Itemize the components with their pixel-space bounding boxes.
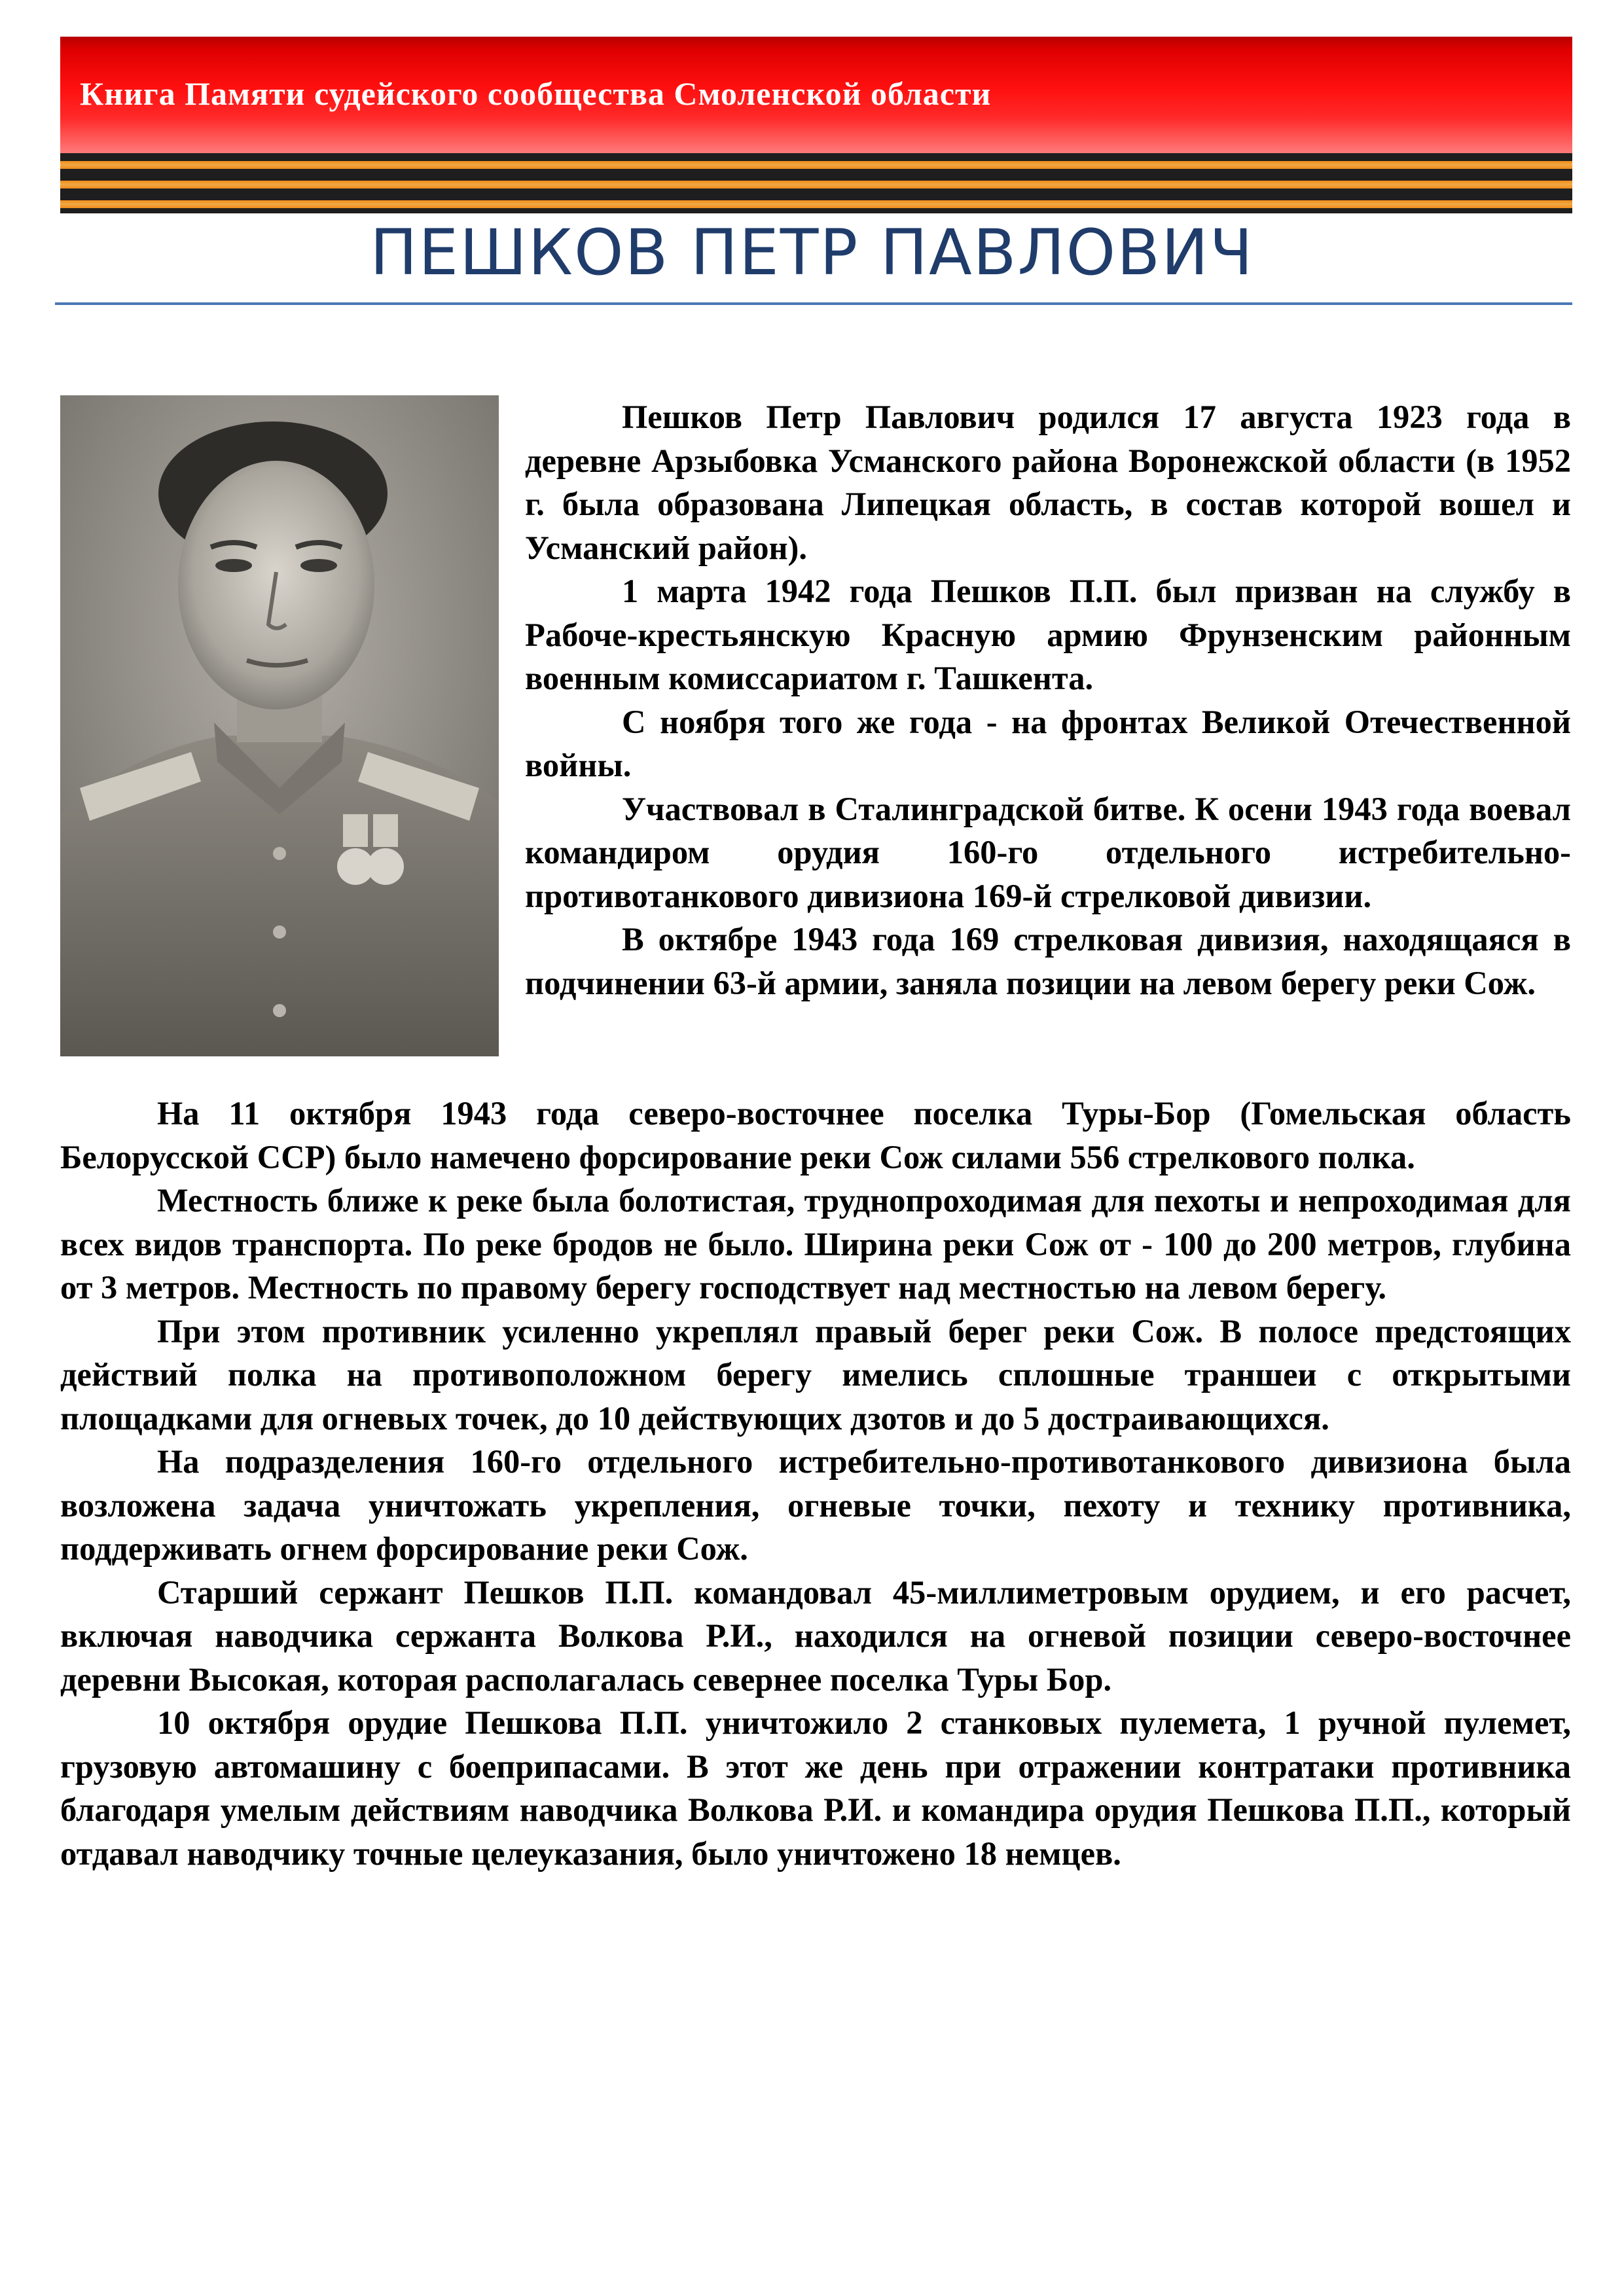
page-title: ПЕШКОВ ПЕТР ПАВЛОВИЧ (370, 216, 1254, 289)
paragraph: На 11 октября 1943 года северо-восточнее поселка Туры-Бор (Гомельская область Белорусской ССР) было намечено форсирование реки Сож силами 556 стрелкового полка. (60, 1095, 1571, 1175)
paragraph: 1 марта 1942 года Пешков П.П. был призван на службу в Рабоче-крестьянскую Красную армию Фрунзенским районным военным комиссариатом г. Ташкента. (525, 573, 1571, 696)
paragraph: Участвовал в Сталинградской битве. К осени 1943 года воевал командиром орудия 160-го отдельного истребительно-противотанкового дивизиона 169-й стрелковой дивизии. (525, 790, 1571, 914)
paragraph: Местность ближе к реке была болотистая, труднопроходимая для пехоты и непроходимая для всех видов транспорта. По реке бродов не было. Ширина реки Сож от - 100 до 200 метров, глубина от 3 метров. Местность по правому берегу господствует над местностью на левом берегу. (60, 1182, 1571, 1306)
title-divider (55, 302, 1572, 305)
book-title: Книга Памяти судейского сообщества Смоленской области (80, 75, 992, 112)
header-banner (60, 37, 1572, 213)
paragraph: Пешков Петр Павлович родился 17 августа 1923 года в деревне Арзыбовка Усманского района Воронежской области (в 1952 г. была образована Липецкая область, в состав которой вошел и Усманский район). (525, 399, 1571, 566)
portrait-photo (60, 395, 499, 1056)
paragraph: Старший сержант Пешков П.П. командовал 45-миллиметровым орудием, и его расчет, включая наводчика сержанта Волкова Р.И., находился на огневой позиции северо-восточнее деревни Высокая, которая располагалась севернее поселка Туры Бор. (60, 1573, 1571, 1698)
paragraph: С ноября того же года - на фронтах Великой Отечественной войны. (525, 703, 1571, 783)
paragraph: 10 октября орудие Пешкова П.П. уничтожило 2 станковых пулемета, 1 ручной пулемет, грузовую автомашину с боеприпасами. В этот же день при отражении контратаки противника благодаря умелым действиям наводчика Волкова Р.И. и командира орудия Пешкова П.П., который отдавал наводчику точные целеуказания, было уничтожено 18 немцев. (60, 1704, 1571, 1872)
portrait-photo-icon (60, 395, 499, 1056)
paragraph: На подразделения 160-го отдельного истребительно-противотанкового дивизиона была возложена задача уничтожать укрепления, огневые точки, пехоту и технику противника, поддерживать огнем форсирование реки Сож. (60, 1443, 1571, 1567)
biography-column-text (525, 395, 1571, 1005)
paragraph: При этом противник усиленно укреплял правый берег реки Сож. В полосе предстоящих действий полка на противоположном берегу имелись сплошные траншеи с открытыми площадками для огневых точек, до 10 действующих дзотов и до 5 достраивающихся. (60, 1312, 1571, 1437)
biography-full-text (60, 1092, 1571, 1875)
paragraph: В октябре 1943 года 169 стрелковая дивизия, находящаяся в подчинении 63-й армии, заняла позиции на левом берегу реки Сож. (525, 921, 1571, 1001)
st-george-ribbon (60, 153, 1572, 213)
